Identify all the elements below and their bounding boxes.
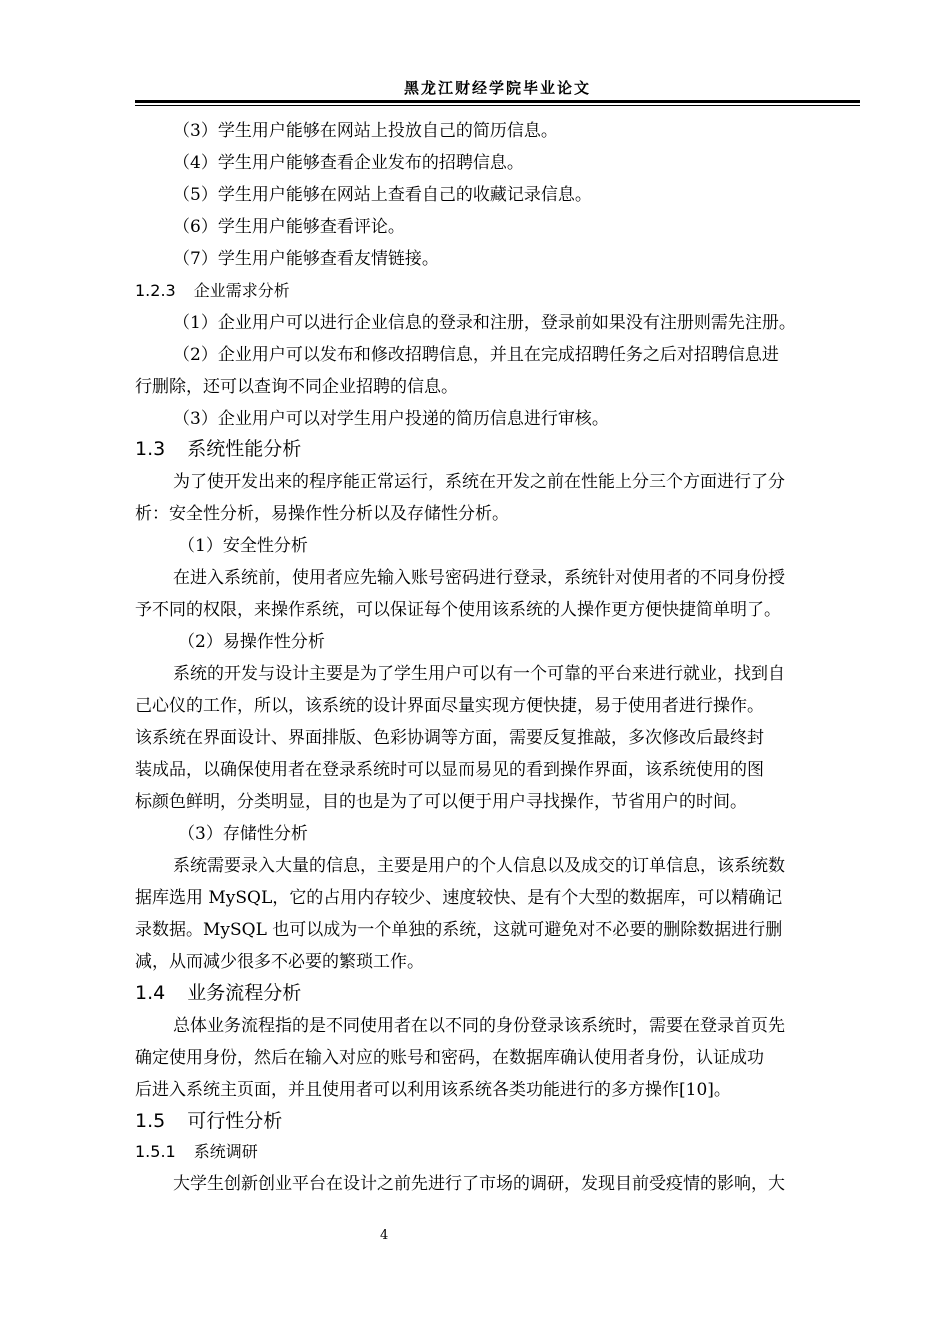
paragraph-line: （2）易操作性分析 bbox=[178, 632, 325, 652]
paragraph-line: 系统需要录入大量的信息，主要是用户的个人信息以及成交的订单信息，该系统数 bbox=[173, 856, 785, 876]
paragraph-line: 该系统在界面设计、界面排版、色彩协调等方面，需要反复推敲，多次修改后最终封 bbox=[135, 728, 764, 748]
header-rule-thin bbox=[135, 105, 860, 106]
paragraph-line: 装成品，以确保使用者在登录系统时可以显而易见的看到操作界面，该系统使用的图 bbox=[135, 760, 764, 780]
paragraph-line: 减，从而减少很多不必要的繁琐工作。 bbox=[135, 952, 424, 972]
section-heading-1-5 bbox=[135, 1107, 282, 1135]
heading-title: 系统性能分析 bbox=[187, 438, 302, 460]
heading-title: 业务流程分析 bbox=[187, 982, 302, 1004]
header-rule-thick bbox=[135, 100, 860, 103]
paragraph-line: 后进入系统主页面，并且使用者可以利用该系统各类功能进行的多方操作[10]。 bbox=[135, 1080, 731, 1100]
section-heading-1-4 bbox=[135, 979, 301, 1007]
paragraph-line: （4）学生用户能够查看企业发布的招聘信息。 bbox=[173, 153, 524, 173]
section-heading-1-3 bbox=[135, 435, 301, 463]
heading-title: 可行性分析 bbox=[187, 1110, 283, 1132]
heading-number: 1.5 bbox=[135, 1110, 166, 1132]
paragraph-line: （1）安全性分析 bbox=[178, 536, 308, 556]
paragraph-line: 予不同的权限，来操作系统，可以保证每个使用该系统的人操作更方便快捷简单明了。 bbox=[135, 600, 781, 620]
heading-number: 1.2.3 bbox=[135, 281, 176, 300]
paragraph-line: 标颜色鲜明，分类明显，目的也是为了可以便于用户寻找操作，节省用户的时间。 bbox=[135, 792, 747, 812]
paragraph-line: 在进入系统前，使用者应先输入账号密码进行登录，系统针对使用者的不同身份授 bbox=[173, 568, 785, 588]
paragraph-line: 己心仪的工作，所以，该系统的设计界面尽量实现方便快捷，易于使用者进行操作。 bbox=[135, 696, 764, 716]
page-number: 4 bbox=[380, 1228, 389, 1243]
paragraph-line: （3）存储性分析 bbox=[178, 824, 308, 844]
paragraph-line: （3）企业用户可以对学生用户投递的简历信息进行审核。 bbox=[173, 409, 609, 429]
paragraph-line: （3）学生用户能够在网站上投放自己的简历信息。 bbox=[173, 121, 558, 141]
paragraph-line: （2）企业用户可以发布和修改招聘信息，并且在完成招聘任务之后对招聘信息进 bbox=[173, 345, 779, 365]
heading-number: 1.5.1 bbox=[135, 1142, 176, 1161]
paragraph-line: 据库选用 MySQL，它的占用内存较少、速度较快、是有个大型的数据库，可以精确记 bbox=[135, 888, 783, 908]
heading-number: 1.4 bbox=[135, 982, 166, 1004]
paragraph-line: 确定使用身份，然后在输入对应的账号和密码，在数据库确认使用者身份，认证成功 bbox=[135, 1048, 764, 1068]
subsection-heading-1-5-1 bbox=[135, 1140, 258, 1164]
heading-title: 企业需求分析 bbox=[193, 281, 290, 300]
paragraph-line: 析：安全性分析，易操作性分析以及存储性分析。 bbox=[135, 504, 509, 524]
paragraph-line: 大学生创新创业平台在设计之前先进行了市场的调研，发现目前受疫情的影响，大 bbox=[173, 1174, 785, 1194]
running-header: 黑龙江财经学院毕业论文 bbox=[403, 79, 591, 97]
paragraph-line: 行删除，还可以查询不同企业招聘的信息。 bbox=[135, 377, 458, 397]
paragraph-line: （1）企业用户可以进行企业信息的登录和注册，登录前如果没有注册则需先注册。 bbox=[173, 313, 796, 333]
paragraph-line: 为了使开发出来的程序能正常运行，系统在开发之前在性能上分三个方面进行了分 bbox=[173, 472, 785, 492]
paragraph-line: 录数据。MySQL 也可以成为一个单独的系统，这就可避免对不必要的删除数据进行删 bbox=[135, 920, 783, 940]
paragraph-line: 系统的开发与设计主要是为了学生用户可以有一个可靠的平台来进行就业，找到自 bbox=[173, 664, 785, 684]
paragraph-line: （6）学生用户能够查看评论。 bbox=[173, 217, 405, 237]
heading-number: 1.3 bbox=[135, 438, 166, 460]
subsection-heading-1-2-3 bbox=[135, 279, 290, 303]
paragraph-line: （5）学生用户能够在网站上查看自己的收藏记录信息。 bbox=[173, 185, 592, 205]
paragraph-line: （7）学生用户能够查看友情链接。 bbox=[173, 249, 439, 269]
paragraph-line: 总体业务流程指的是不同使用者在以不同的身份登录该系统时，需要在登录首页先 bbox=[173, 1016, 785, 1036]
heading-title: 系统调研 bbox=[193, 1142, 258, 1161]
